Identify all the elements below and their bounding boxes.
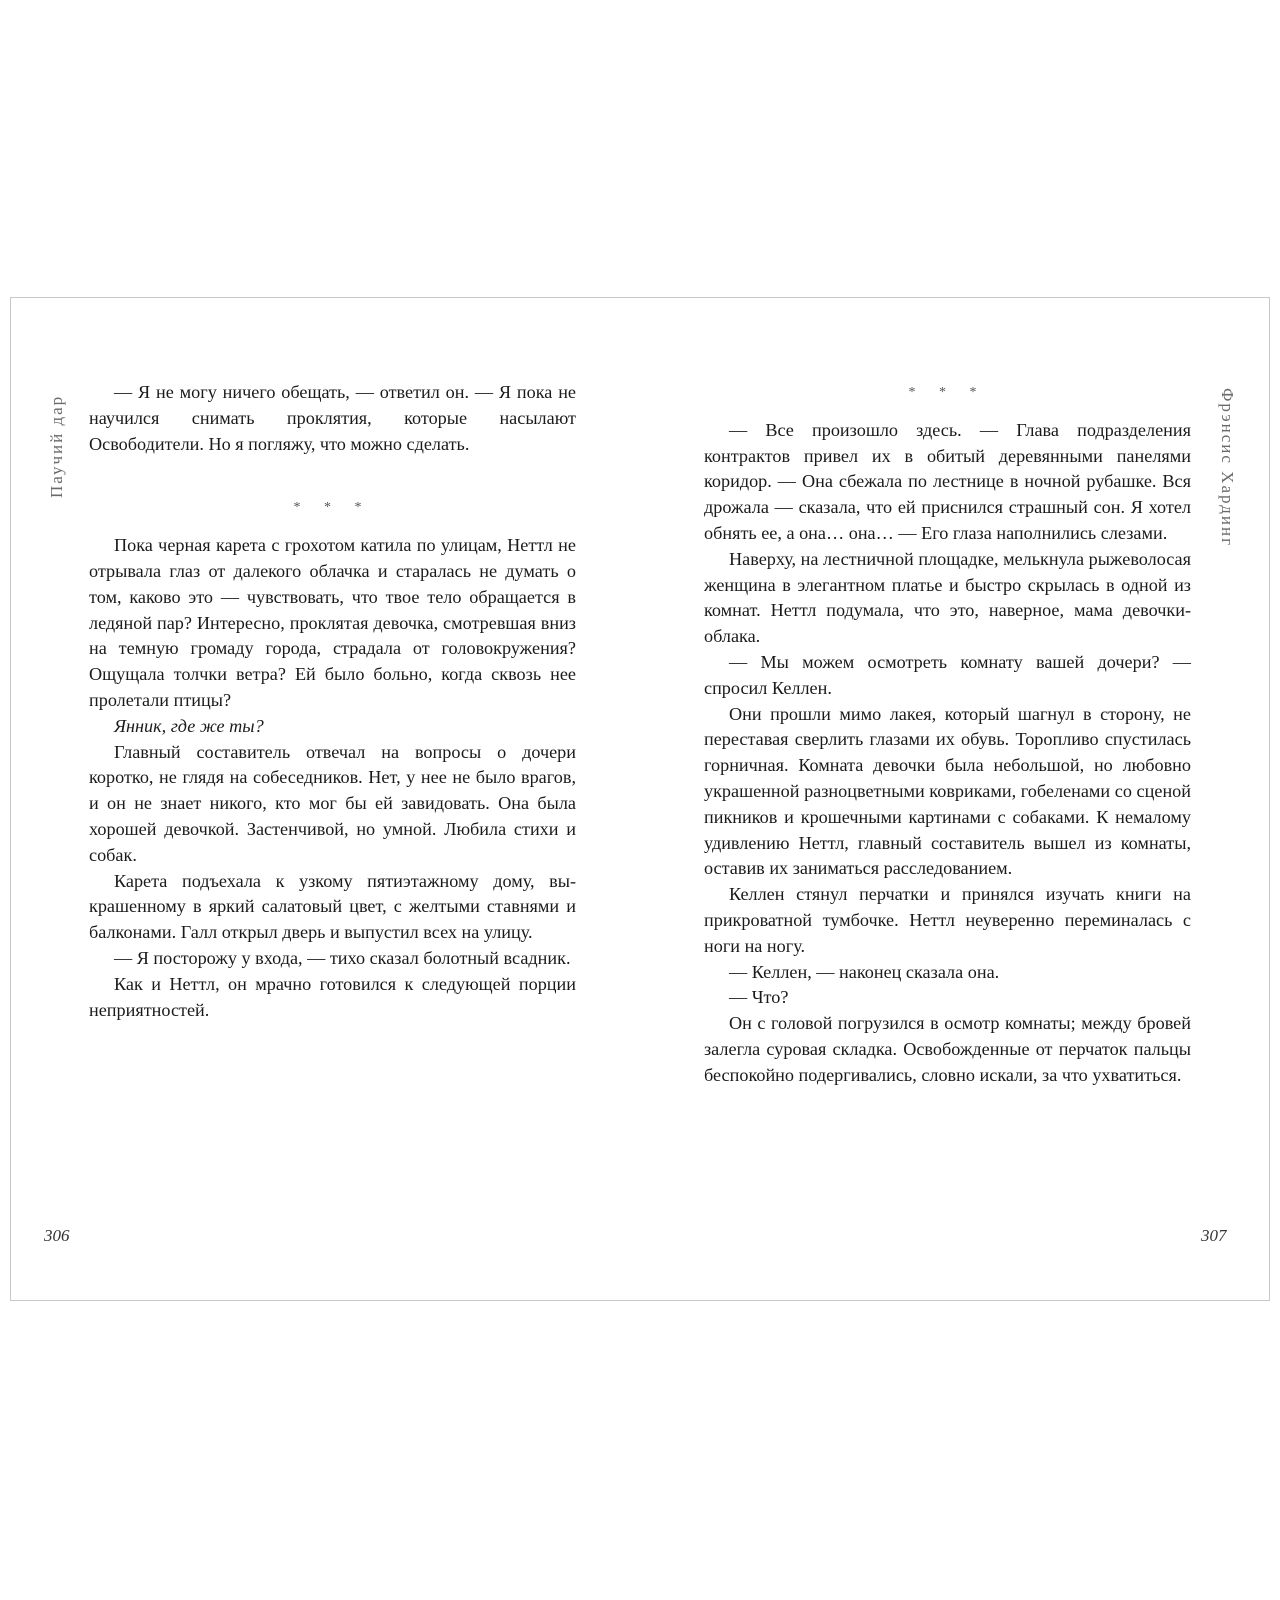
section-separator: * * *	[908, 385, 987, 400]
right-page-text	[704, 380, 1191, 1089]
section-separator: * * *	[293, 500, 372, 516]
paragraph: — Что?	[729, 987, 789, 1008]
paragraph: Как и Неттл, он мрачно готовился к следующей порции неприятностей.	[89, 973, 576, 1020]
italic-thought: Янник, где же ты?	[114, 715, 264, 736]
paragraph: Пока черная карета с грохотом катила по улицам, Неттл не отрывала глаз от далекого облачка и старалась не думать о том, каково это — чувствовать, что твое тело обращается в ледяной пар? Интересно, проклятая девочка, смотревшая вниз на темную громаду города, страдала от головокружения? Ощущала толчки ветра? Ей было больно, когда сквозь нее пролетали птицы?	[89, 535, 576, 710]
paragraph: Он с головой погрузился в осмотр комнаты; между бровей залегла суровая складка. Освобожденные от перчаток пальцы беспокойно подергивались, словно искали, за что ухватиться.	[704, 1013, 1191, 1085]
paragraph: — Келлен, — наконец сказала она.	[729, 961, 1000, 982]
paragraph: — Мы можем осмотреть комнату вашей дочери? — спросил Келлен.	[704, 651, 1191, 698]
running-head-left: Паучий дар	[47, 394, 66, 498]
book-spread	[10, 297, 1270, 1301]
page-number-right: 307	[1201, 1226, 1227, 1245]
paragraph: — Я не могу ничего обещать, — ответил он. — Я пока не научился снимать проклятия, которые насылают Освободители. Но я погляжу, что можно сделать.	[89, 382, 576, 454]
paragraph: Они прошли мимо лакея, который шагнул в сторону, не переставая сверлить глазами их обувь. Торопливо спустилась горничная. Комната девочки была небольшой, но любовно украшенной разноцветными ковриками, гобеленами со сценой пикников и крошечными картинами с собаками. К немалому удивлению Неттл, главный составитель вышел из комнаты, оставив их заниматься расследованием.	[704, 703, 1191, 879]
left-page-text	[89, 380, 576, 1023]
paragraph: Карета подъехала к узкому пятиэтажному дому, выкрашенному в яркий салатовый цвет, с желтыми ставнями и балконами. Галл открыл дверь и выпустил всех на улицу.	[89, 870, 576, 943]
paragraph: Наверху, на лестничной площадке, мелькнула рыжеволосая женщина в элегантном платье и быстро скрылась в одной из комнат. Неттл подумала, что это, наверное, мама девочки-облака.	[704, 548, 1191, 647]
running-head-right: Фрэнсис Хардинг	[1218, 388, 1237, 548]
page-number-left: 306	[44, 1226, 70, 1245]
paragraph: — Я посторожу у входа, — тихо сказал болотный всадник.	[114, 947, 571, 968]
paragraph: Главный составитель отвечал на вопросы о дочери коротко, не глядя на собеседников. Нет, у нее не было врагов, и он не знает никого, кто мог бы ей завидовать. Она была хорошей девочкой. Застенчивой, но умной. Любила стихи и собак.	[89, 741, 576, 865]
paragraph: — Все произошло здесь. — Глава подразделения контрактов привел их в обитый деревянными панелями коридор. — Она сбежала по лестнице в ночной рубашке. Вся дрожала — сказала, что ей приснился страшный сон. Я хотел обнять ее, а она… она… — Его глаза наполнились слезами.	[704, 419, 1191, 543]
paragraph: Келлен стянул перчатки и принялся изучать книги на прикроватной тумбочке. Неттл неуверенно переминалась с ноги на ногу.	[704, 884, 1191, 956]
